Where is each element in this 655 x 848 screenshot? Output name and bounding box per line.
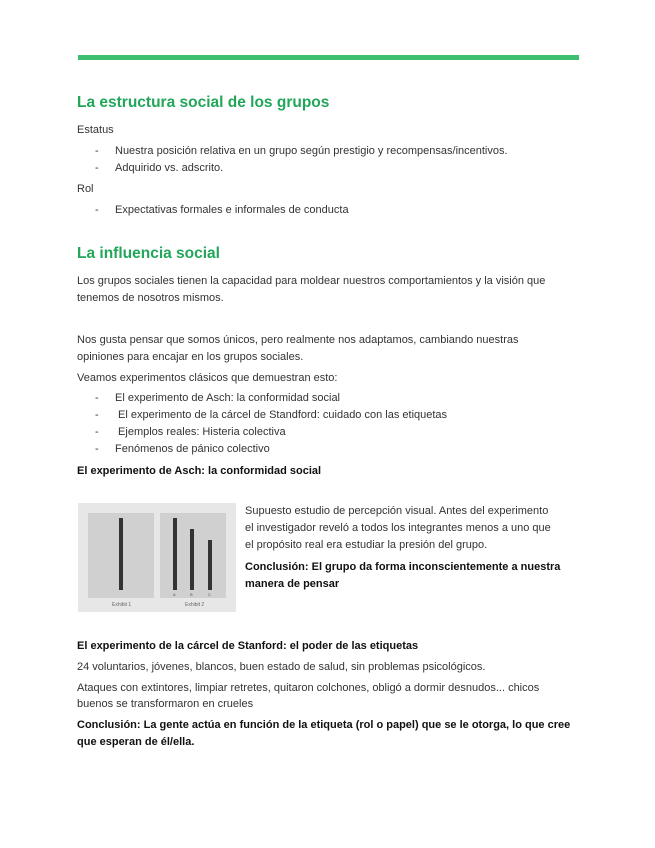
asch-description: el propósito real era estudiar la presión del grupo.	[245, 539, 488, 551]
paragraph: buenos se transformaron en crueles	[77, 698, 254, 710]
list-item: - Fenómenos de pánico colectivo	[95, 443, 270, 455]
paragraph: Veamos experimentos clásicos que demuestran esto:	[77, 372, 338, 384]
status-label: Estatus	[77, 124, 114, 136]
paragraph: 24 voluntarios, jóvenes, blancos, buen estado de salud, sin problemas psicológicos.	[77, 661, 486, 673]
asch-lines-figure	[78, 503, 236, 612]
list-item: - Ejemplos reales: Histeria colectiva	[95, 426, 286, 438]
section-title-estructura: La estructura social de los grupos	[77, 94, 330, 111]
reference-line	[119, 518, 123, 590]
list-item: - Expectativas formales e informales de conducta	[95, 204, 349, 216]
paragraph: Nos gusta pensar que somos únicos, pero realmente nos adaptamos, cambiando nuestras	[77, 334, 519, 346]
comparison-line-c	[208, 540, 212, 590]
line-label: A	[173, 592, 176, 597]
list-item: - Nuestra posición relativa en un grupo según prestigio y recompensas/incentivos.	[95, 145, 508, 157]
asch-description: el investigador reveló a todos los integrantes menos a uno que	[245, 522, 551, 534]
comparison-line-b	[190, 529, 194, 590]
figure-caption: Exhibit 2	[185, 602, 205, 608]
rol-label: Rol	[77, 183, 94, 195]
asch-conclusion: Conclusión: El grupo da forma inconscientemente a nuestra	[245, 561, 561, 573]
section-title-influencia: La influencia social	[77, 245, 220, 262]
stanford-conclusion: que esperan de él/ella.	[77, 736, 195, 748]
paragraph: opiniones para encajar en los grupos sociales.	[77, 351, 304, 363]
asch-conclusion: manera de pensar	[245, 578, 340, 590]
figure-caption: Exhibit 1	[112, 602, 132, 608]
list-item: - El experimento de Asch: la conformidad social	[95, 392, 341, 404]
asch-description: Supuesto estudio de percepción visual. Antes del experimento	[245, 505, 549, 517]
list-item: - El experimento de la cárcel de Standford: cuidado con las etiquetas	[95, 409, 448, 421]
exhibit-2-panel	[160, 513, 226, 598]
stanford-heading: El experimento de la cárcel de Stanford: el poder de las etiquetas	[77, 640, 419, 652]
line-label: B	[190, 592, 193, 597]
line-label: C	[208, 592, 211, 597]
paragraph: Los grupos sociales tienen la capacidad para moldear nuestros comportamientos y la visión que	[77, 275, 546, 287]
list-item: - Adquirido vs. adscrito.	[95, 162, 224, 174]
stanford-conclusion: Conclusión: La gente actúa en función de la etiqueta (rol o papel) que se le otorga, lo que cree	[77, 719, 571, 731]
comparison-line-a	[173, 518, 177, 590]
top-accent-bar	[78, 55, 579, 60]
exhibit-1-panel	[88, 513, 154, 598]
asch-heading: El experimento de Asch: la conformidad social	[77, 465, 322, 477]
paragraph: tenemos de nosotros mismos.	[77, 292, 224, 304]
paragraph: Ataques con extintores, limpiar retretes, quitaron colchones, obligó a dormir desnudos... chicos	[77, 682, 540, 694]
